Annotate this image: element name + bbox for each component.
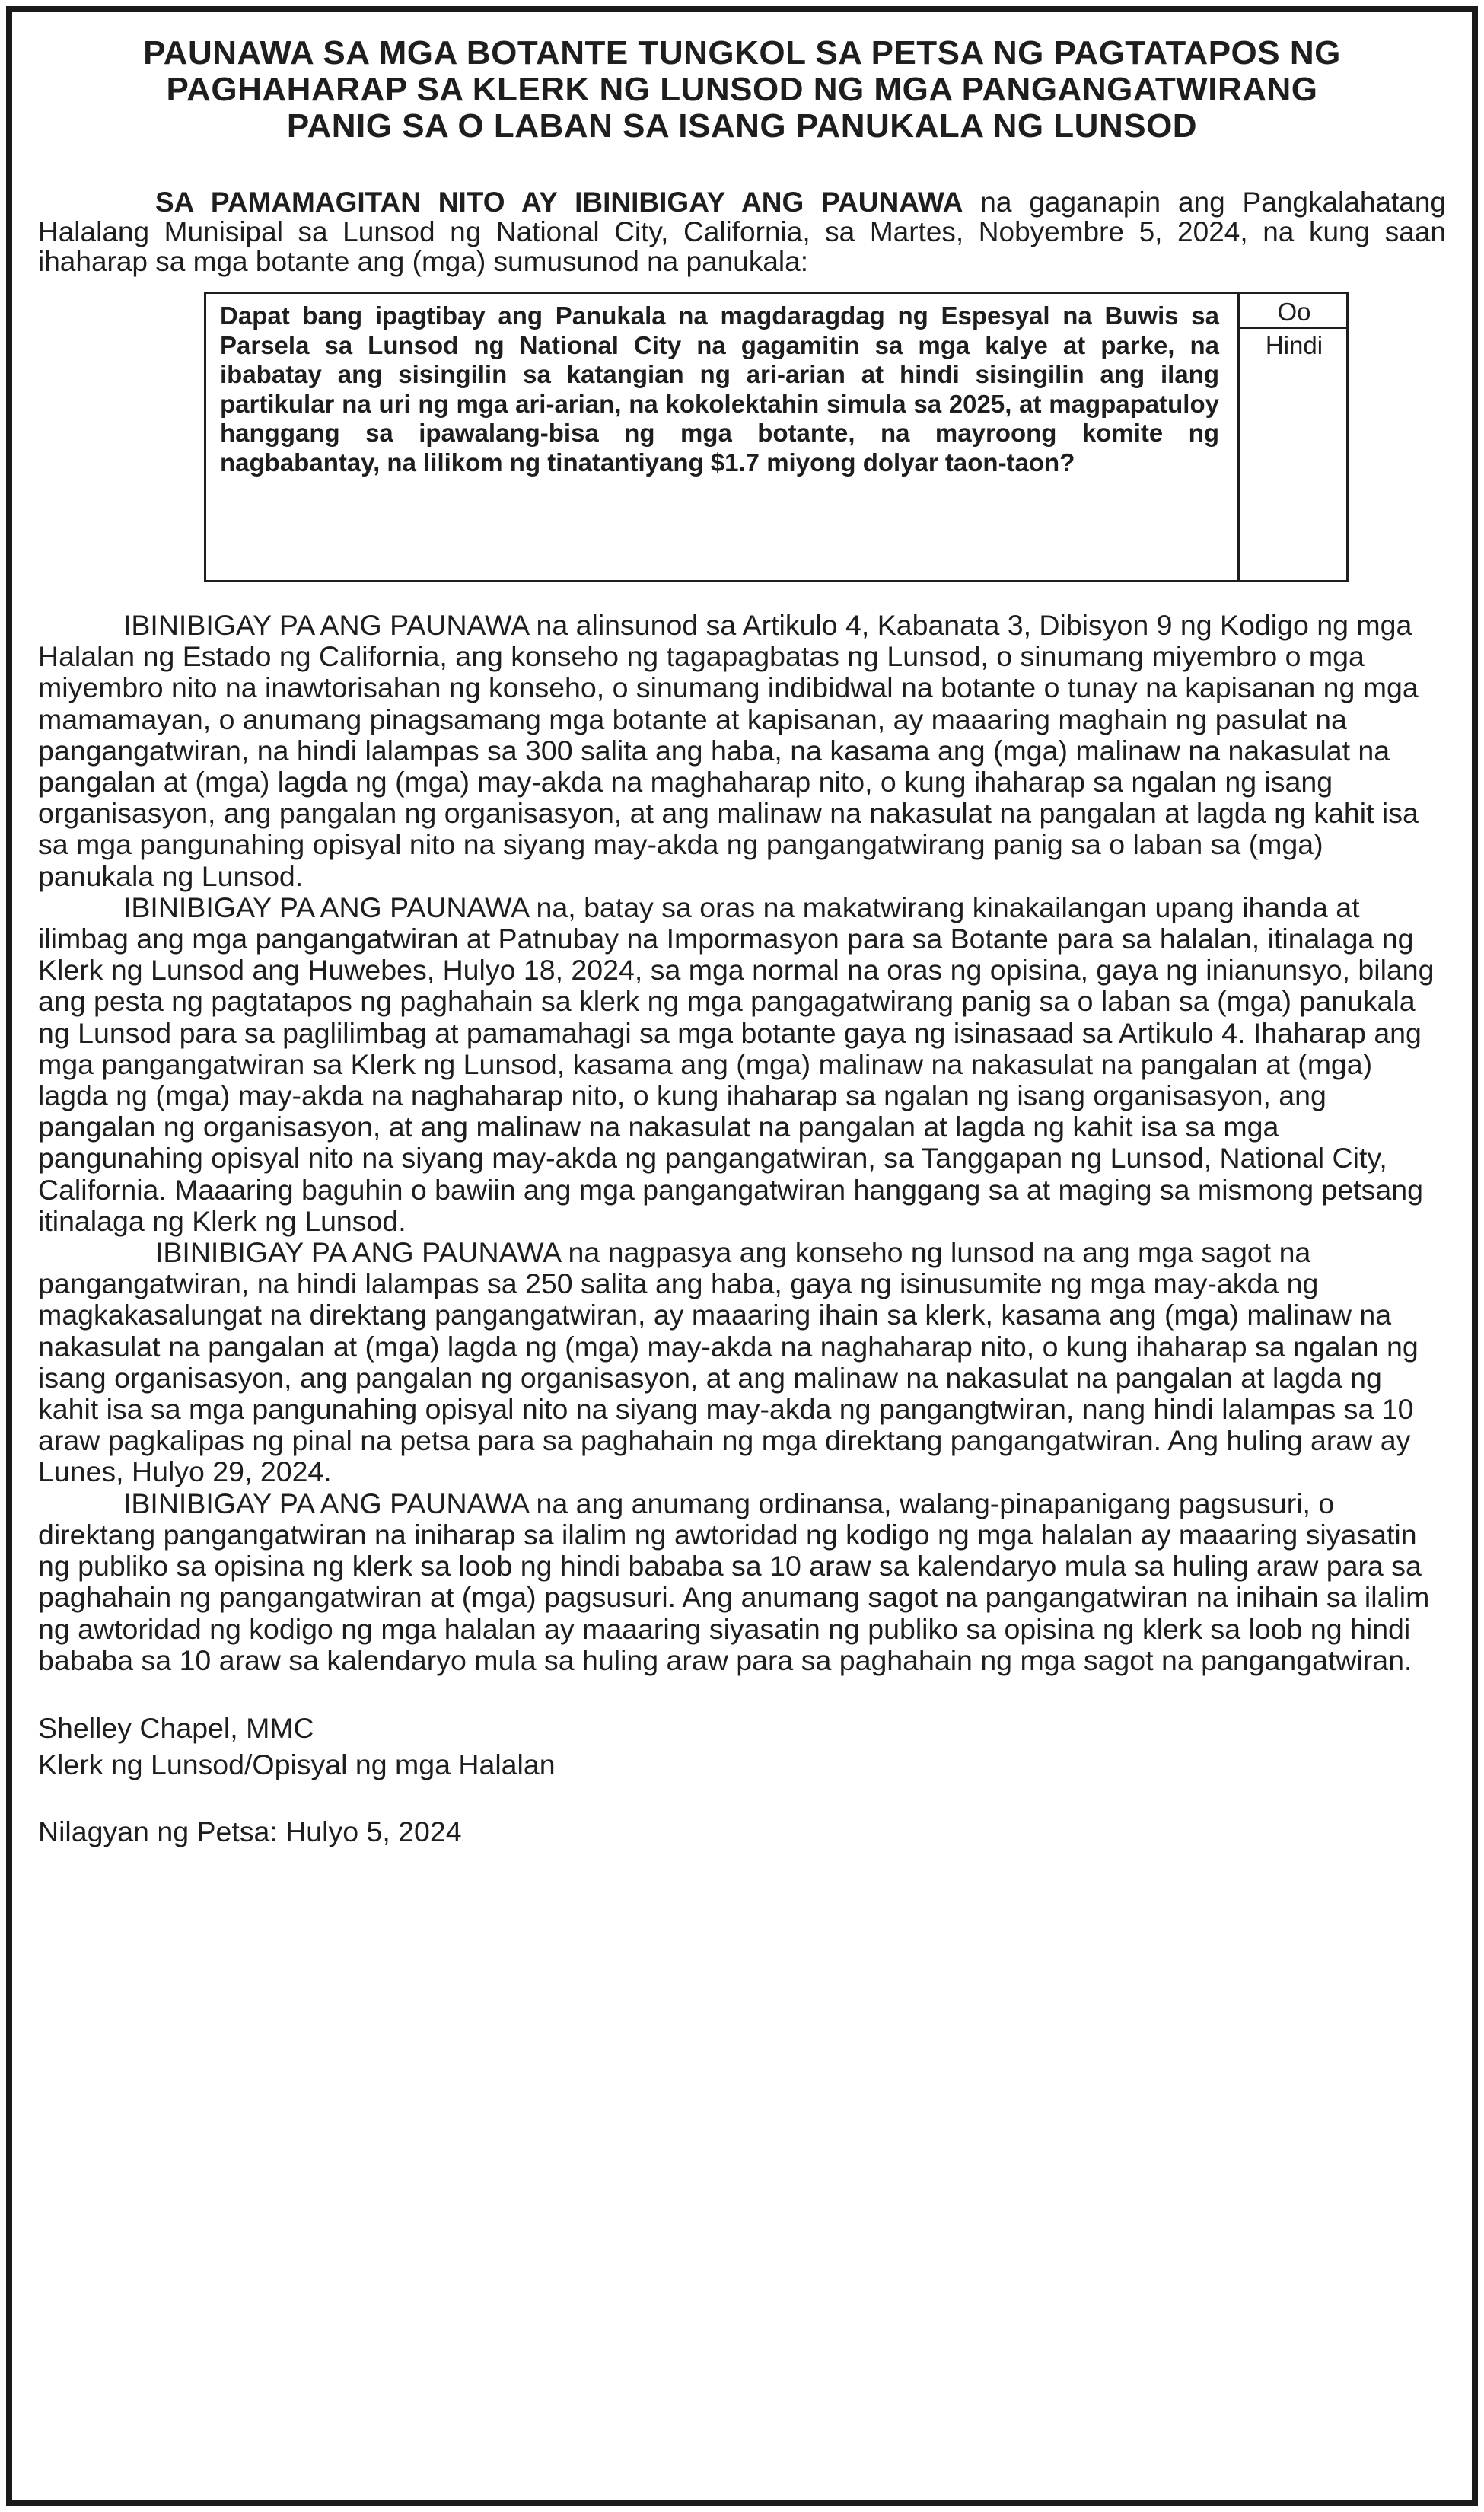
paragraph-arguments: IBINIBIGAY PA ANG PAUNAWA na alinsunod sa Artikulo 4, Kabanata 3, Dibisyon 9 ng Kodigo ng mga Halalan ng Estado ng California, ang konseho ng tagapagbatas ng Lunsod, o sinumang miyembro o mga miyembro nito na inawtorisahan ng konseho, o sinumang indibidwal na botante o tunay na kapisanan ng mga mamamayan, o anumang pinagsamang mga botante at kapisanan, ay maaaring maghain ng pasulat na pangangatwiran, na hindi lalampas sa 300 salita ang haba, na kasama ang (mga) malinaw na nakasulat na pangalan at (mga) lagda ng (mga) may-akda na maghaharap nito, o kung ihaharap sa ngalan ng isang organisasyon, ang pangalan ng organisasyon, at ang malinaw na nakasulat na pangalan at lagda ng kahit isa sa mga pangunahing opisyal nito na siyang may-akda ng pangangatwirang panig sa o laban sa (mga) panukala ng Lunsod. — [38, 609, 1419, 892]
intro-lead: SA PAMAMAGITAN NITO AY IBINIBIGAY ANG PAUNAWA — [155, 186, 963, 218]
date-line: Nilagyan ng Petsa: Hulyo 5, 2024 — [38, 1815, 462, 1847]
ballot-measure-box — [204, 292, 1349, 582]
paragraph-rebuttals: IBINIBIGAY PA ANG PAUNAWA na nagpasya ang konseho ng lunsod na ang mga sagot na pangangatwiran, na hindi lalampas sa 250 salita ang haba, gaya ng isinusumite ng mga may-akda ng magkakasalungat na direktang pangangatwiran, ay maaaring ihain sa klerk, kasama ang (mga) malinaw na nakasulat na pangalan at (mga) lagda ng (mga) may-akda na naghaharap nito, o kung ihaharap sa ngalan ng isang organisasyon, ang pangalan ng organisasyon, at ang malinaw na nakasulat na pangalan at lagda ng kahit isa sa mga pangunahing opisyal nito na siyang may-akda ng pangangtwiran, nang hindi lalampas sa 10 araw pagkalipas ng pinal na petsa para sa paghahain ng mga direktang pangangatwiran. Ang huling araw ay Lunes, Hulyo 29, 2024. — [38, 1236, 1419, 1488]
title-line-3: PANIG SA O LABAN SA ISANG PANUKALA NG LUNSOD — [286, 107, 1198, 145]
signature-block — [38, 1710, 1446, 1783]
notice-frame — [6, 6, 1478, 2506]
ballot-option-yes: Oo — [1240, 297, 1349, 329]
notice-body — [38, 610, 1446, 1676]
intro-paragraph — [38, 187, 1446, 276]
signer-role: Klerk ng Lunsod/Opisyal ng mga Halalan — [38, 1748, 556, 1780]
title-line-2: PAGHAHARAP SA KLERK NG LUNSOD NG MGA PANGANGATWIRANG — [166, 71, 1318, 108]
notice-content — [38, 35, 1446, 1850]
title-line-1: PAUNAWA SA MGA BOTANTE TUNGKOL SA PETSA NG PAGTATAPOS NG — [143, 34, 1341, 72]
intro-text: na gaganapin ang Pangkalahatang Halalang Munisipal sa Lunsod ng National City, California, sa Martes, Nobyembre 5, 2024, na kung saan ihaharap sa mga botante ang (mga) sumusunod na panukala: — [38, 186, 1446, 277]
ballot-question: Dapat bang ipagtibay ang Panukala na magdaragdag ng Espesyal na Buwis sa Parsela sa Lunsod ng National City na gagamitin sa mga kalye at parke, na ibabatay ang sisingilin sa katangian ng ari-arian at hindi sisingilin ang ilang partikular na uri ng mga ari-arian, na kokolektahin simula sa 2025, at magpapatuloy hanggang sa ipawalang-bisa ng mga botante, na mayroong komite ng nagbabantay, na lilikom ng tinatantiyang $1.7 miyong dolyar taon-taon? — [206, 294, 1240, 580]
notice-title — [38, 35, 1446, 145]
signer-name: Shelley Chapel, MMC — [38, 1711, 314, 1744]
paragraph-inspection: IBINIBIGAY PA ANG PAUNAWA na ang anumang ordinansa, walang-pinapanigang pagsusuri, o direktang pangangatwiran na iniharap sa ilalim ng awtoridad ng kodigo ng mga halalan ay maaaring siyasatin ng publiko sa opisina ng klerk sa loob ng hindi bababa sa 10 araw sa kalendaryo mula sa huling araw para sa paghahain ng pangangatwiran at (mga) pagsusuri. Ang anumang sagot na pangangatwiran na inihain sa ilalim ng awtoridad ng kodigo ng mga halalan ay maaaring siyasatin ng publiko sa opisina ng klerk sa loob ng hindi bababa sa 10 araw sa kalendaryo mula sa huling araw para sa paghahain ng mga sagot na pangangatwiran. — [38, 1487, 1430, 1676]
paragraph-deadline: IBINIBIGAY PA ANG PAUNAWA na, batay sa oras na makatwirang kinakailangan upang ihanda at ilimbag ang mga pangangatwiran at Patnubay na Impormasyon para sa Botante para sa halalan, itinalaga ng Klerk ng Lunsod ang Huwebes, Hulyo 18, 2024, sa mga normal na oras ng opisina, gaya ng inianunsyo, bilang ang pesta ng pagtatapos ng paghahain sa klerk ng mga pangagatwirang panig sa o laban sa (mga) panukala ng Lunsod para sa paglilimbag at pamamahagi sa mga botante gaya ng isinasaad sa Artikulo 4. Ihaharap ang mga pangangatwiran sa Klerk ng Lunsod, kasama ang (mga) malinaw na nakasulat na pangalan at (mga) lagda ng (mga) may-akda na naghaharap nito, o kung ihaharap sa ngalan ng isang organisasyon, ang pangalan ng organisasyon, at ang malinaw na nakasulat na pangalan at lagda ng kahit isa sa mga pangunahing opisyal nito na siyang may-akda ng pangangatwiran, sa Tanggapan ng Lunsod, National City, California. Maaaring baguhin o bawiin ang mga pangangatwiran hanggang sa at maging sa mismong petsang itinalaga ng Klerk ng Lunsod. — [38, 891, 1435, 1237]
ballot-option-no: Hindi — [1265, 331, 1323, 359]
